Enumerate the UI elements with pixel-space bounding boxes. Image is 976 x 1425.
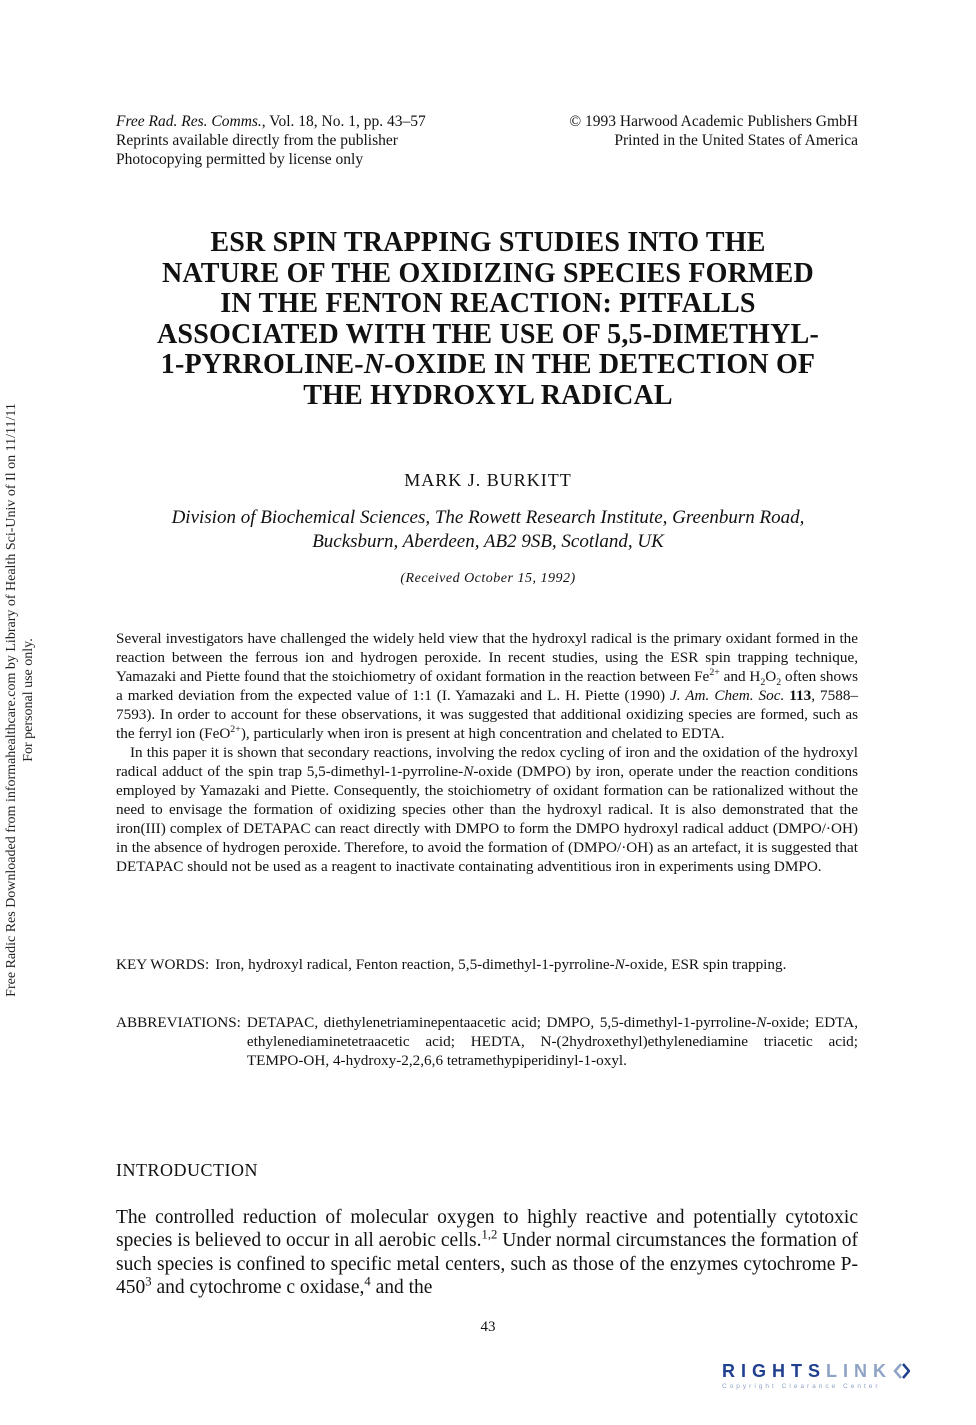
citation-details: , Vol. 18, No. 1, pp. 43–57 — [261, 113, 426, 130]
text-run: Iron, hydroxyl radical, Fenton reaction, 5,5-dimethyl-1-pyrroline- — [215, 956, 615, 973]
side-watermark — [0, 0, 40, 1425]
text-run: often shows a marked deviation from the expected value of 1:1 (I. Yamazaki and L. H. Piette (1990) — [116, 668, 858, 704]
rightslink-part1: RIGHTS — [722, 1361, 827, 1381]
text-run: , 7588–7593). In order to account for these observations, it was suggested that additional oxidizing species are formed, such as the ferryl ion (FeO — [116, 687, 858, 742]
text-run: In this paper it is shown that secondary reactions, involving the redox cycling of iron and the oxidation of the hydroxyl radical adduct of the spin trap 5,5-dimethyl-1-pyrroline- — [116, 744, 858, 780]
journal-name: Free Rad. Res. Comms. — [116, 113, 262, 130]
article-title — [100, 228, 876, 411]
journal-citation — [116, 112, 426, 131]
title-line — [100, 350, 876, 381]
abbreviations-text — [247, 1013, 858, 1070]
citation-ref: 4 — [364, 1274, 371, 1289]
keywords-label: KEY WORDS: — [116, 956, 210, 973]
title-line: IN THE FENTON REACTION: PITFALLS — [220, 288, 756, 319]
title-line: ESR SPIN TRAPPING STUDIES INTO THE — [210, 227, 766, 258]
journal-header-right — [569, 112, 858, 150]
title-line: THE HYDROXYL RADICAL — [303, 379, 673, 411]
keywords — [116, 955, 858, 974]
italic-n: N — [614, 956, 625, 973]
text-run: and the — [370, 1277, 433, 1299]
introduction-paragraph — [116, 1206, 858, 1300]
abstract-paragraph-1 — [116, 629, 858, 743]
received-date: (Received October 15, 1992) — [400, 571, 576, 586]
text-run: -oxide (DMPO) by iron, operate under the reaction conditions employed by Yamazaki and Piette. Consequently, the stoichiometry of oxidant formation can be rationalized without the need to envisage the formation of oxidizing species other than the hydroxyl radical. It is also demonstrated that the iron(III) complex of DETAPAC can react directly with DMPO to form the DMPO hydroxyl radical adduct (DMPO/·OH) in the absence of hydrogen peroxide. Therefore, to avoid the formation of (DMPO/·OH) as an artefact, it is suggested that DETAPAC should not be used as a reagent to inactivate containating adventitious iron in experiments using DMPO. — [116, 763, 858, 875]
rightslink-part2: LINK — [826, 1361, 893, 1381]
title-line: NATURE OF THE OXIDIZING SPECIES FORMED — [162, 257, 814, 289]
text-run: Under normal circumstances the formation of such species is confined to specific metal centers, such as those of the enzymes cytochrome P-450 — [116, 1230, 858, 1299]
keywords-text — [215, 955, 858, 974]
text-run: and H — [719, 668, 761, 685]
text-run: -oxide; EDTA, ethylenediaminetetraacetic acid; HEDTA, N-(2hydroxethyl)ethylenediamine triacetic acid; TEMPO-OH, 4-hydroxy-2,2,6,6 tetramethypiperidinyl-1-oxyl. — [246, 1014, 858, 1069]
abbreviations — [116, 1013, 858, 1070]
title-fragment: -OXIDE IN THE DETECTION OF — [384, 349, 816, 380]
reprints-note: Reprints available directly from the publisher — [116, 132, 398, 149]
text-run: -oxide, ESR spin trapping. — [624, 956, 787, 973]
citation-ref: 3 — [145, 1274, 152, 1289]
text-run: The controlled reduction of molecular oxygen to highly reactive and potentially cytotoxic species is believed to occur in all aerobic cells. — [116, 1207, 858, 1252]
text-run: DETAPAC, diethylenetriaminepentaacetic acid; DMPO, 5,5-dimethyl-1-pyrroline- — [246, 1014, 757, 1031]
text-run: ), particularly when iron is present at high concentration and chelated to EDTA. — [240, 725, 725, 742]
rightslink-tagline: Copyright Clearance Center — [722, 1383, 881, 1390]
superscript: 2+ — [709, 666, 720, 678]
download-notice-line1: Free Radic Res Downloaded from informahealthcare.com by Library of Health Sci-Univ of Il on 11/11/11 — [4, 403, 19, 997]
italic-n: N — [463, 763, 474, 780]
rightslink-chevron-icon — [892, 1363, 910, 1379]
text-run: and cytochrome c oxidase, — [151, 1277, 365, 1299]
journal-ref-italic: J. Am. Chem. Soc. — [670, 687, 785, 704]
printed-line: Printed in the United States of America — [614, 132, 858, 149]
superscript: 2+ — [230, 723, 241, 735]
citation-ref: 1,2 — [481, 1227, 498, 1242]
text-run: Several investigators have challenged the widely held view that the hydroxyl radical is the primary oxidant formed in the reaction between the ferrous ion and hydrogen peroxide. In recent studies, using the ESR spin trapping technique, Yamazaki and Piette found that the stoichiometry of oxidant formation in the reaction between Fe — [116, 630, 858, 685]
rightslink-logo[interactable] — [722, 1361, 962, 1401]
title-italic-n: N — [363, 349, 385, 380]
introduction-heading: INTRODUCTION — [116, 1160, 258, 1180]
title-fragment: 1-PYRROLINE- — [160, 349, 364, 380]
photocopying-note: Photocopying permitted by license only — [116, 151, 364, 168]
affiliation-line1: Division of Biochemical Sciences, The Rowett Research Institute, Greenburn Road, — [171, 507, 805, 528]
italic-n: N — [756, 1014, 767, 1031]
subscript: 2 — [776, 677, 782, 689]
text-run: O — [765, 668, 777, 685]
copyright-line: © 1993 Harwood Academic Publishers GmbH — [569, 113, 858, 130]
author-name: MARK J. BURKITT — [404, 470, 572, 490]
subscript: 2 — [760, 677, 766, 689]
volume-bold: 113 — [789, 687, 812, 704]
rightslink-wordmark — [722, 1361, 962, 1382]
author-affiliation — [100, 506, 876, 554]
page-number: 43 — [480, 1319, 496, 1335]
journal-header-left — [116, 112, 426, 169]
download-notice — [3, 403, 37, 997]
abbreviations-label: ABBREVIATIONS: — [116, 1014, 241, 1031]
affiliation-line2: Bucksburn, Aberdeen, AB2 9SB, Scotland, UK — [312, 531, 664, 552]
title-line: ASSOCIATED WITH THE USE OF 5,5-DIMETHYL- — [157, 318, 819, 350]
download-notice-line2: For personal use only. — [21, 638, 36, 762]
abstract — [116, 629, 858, 876]
abstract-paragraph-2 — [116, 743, 858, 876]
